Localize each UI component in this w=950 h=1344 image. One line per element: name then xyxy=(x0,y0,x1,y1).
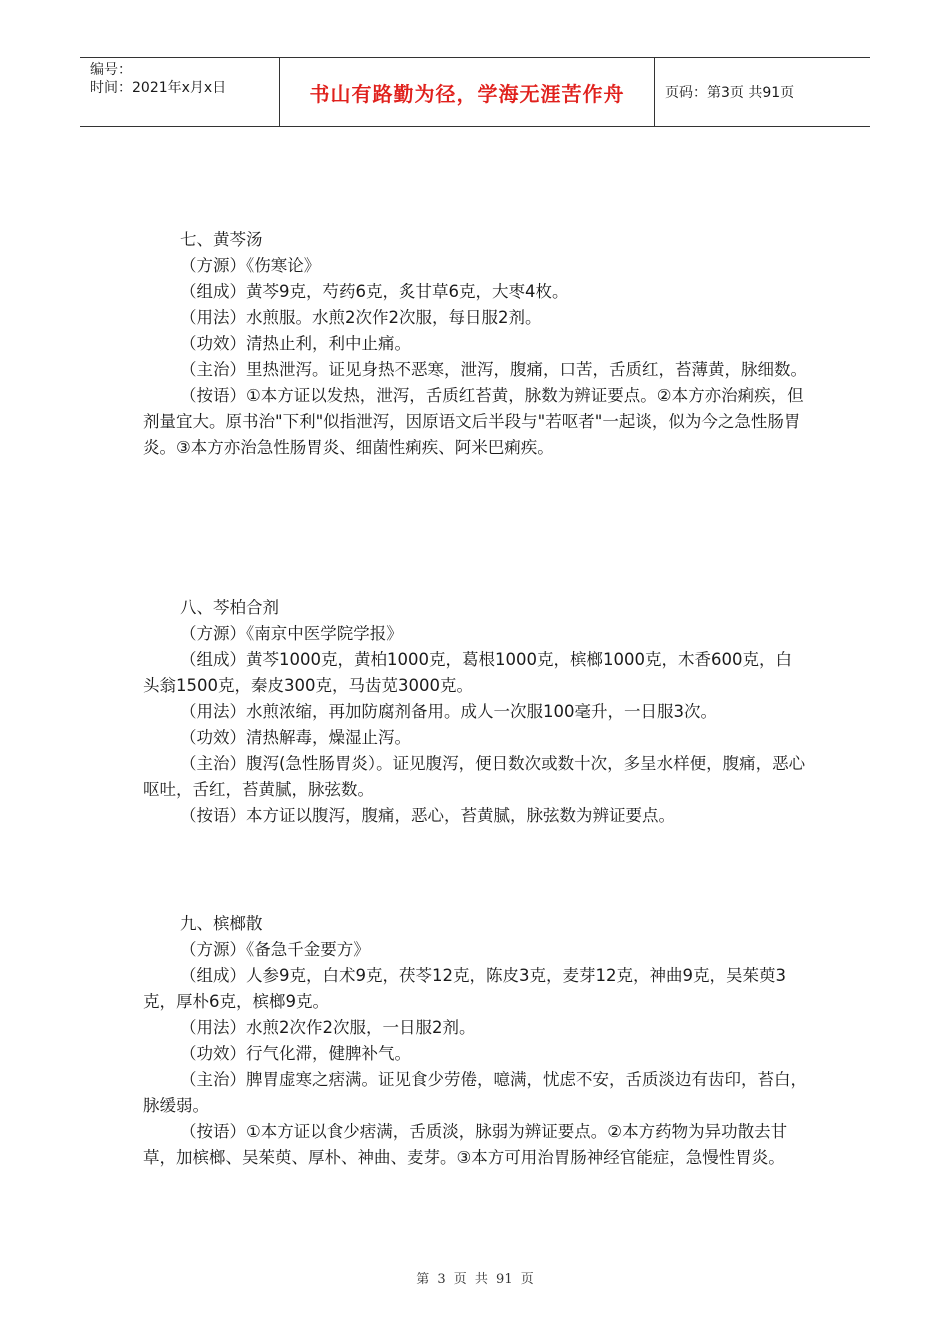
section-line: （方源）《南京中医学院学报》 xyxy=(180,624,403,643)
section-title: 九、槟榔散 xyxy=(180,914,263,933)
section-line: （组成）黄芩1000克，黄柏1000克，葛根1000克，槟榔1000克，木香600克，白头翁1500克，秦皮300克，马齿苋3000克。 xyxy=(143,650,792,695)
header-motto: 书山有路勤为径，学海无涯苦作舟 xyxy=(280,58,655,126)
section-title: 八、芩柏合剂 xyxy=(180,598,279,617)
section-line: （功效）清热解毒，燥湿止泻。 xyxy=(180,728,411,747)
section-binglang-san xyxy=(143,911,808,1171)
section-line: （按语）①本方证以发热，泄泻，舌质红苔黄，脉数为辨证要点。②本方亦治痢疾，但剂量宜大。原书治"下利"似指泄泻，因原语文后半段与"若呕者"一起谈，似为今之急性肠胃炎。③本方亦治急性肠胃炎、细菌性痢疾、阿米巴痢疾。 xyxy=(143,386,804,457)
section-line: （用法）水煎服。水煎2次作2次服，每日服2剂。 xyxy=(180,308,542,327)
number-label: 编号： xyxy=(90,62,132,78)
section-line: （按语）本方证以腹泻，腹痛，恶心，苔黄腻，脉弦数为辨证要点。 xyxy=(180,806,675,825)
section-line: （用法）水煎浓缩，再加防腐剂备用。成人一次服100毫升，一日服3次。 xyxy=(180,702,717,721)
section-qinbai-heji xyxy=(143,595,808,829)
page-footer: 第 3 页 共 91 页 xyxy=(416,1272,534,1287)
section-line: （主治）腹泻(急性肠胃炎）。证见腹泻，便日数次或数十次，多呈水样便，腹痛，恶心呕吐，舌红，苔黄腻，脉弦数。 xyxy=(143,754,806,799)
section-line: （功效）行气化滞，健脾补气。 xyxy=(180,1044,411,1063)
section-title: 七、黄芩汤 xyxy=(180,230,263,249)
page-header xyxy=(80,57,870,127)
section-line: （组成）人参9克，白术9克，茯苓12克，陈皮3克，麦芽12克，神曲9克，吴茱萸3克，厚朴6克，槟榔9克。 xyxy=(143,966,786,1011)
section-line: （组成）黄芩9克，芍药6克，炙甘草6克，大枣4枚。 xyxy=(180,282,569,301)
header-page-info: 页码：第3页 共91页 xyxy=(665,85,795,101)
time-label: 时间：2021年x月x日 xyxy=(90,80,227,96)
section-line: （主治）脾胃虚寒之痞满。证见食少劳倦，噫满，忧虑不安，舌质淡边有齿印，苔白，脉缓弱。 xyxy=(143,1070,807,1115)
section-line: （按语）①本方证以食少痞满，舌质淡，脉弱为辨证要点。②本方药物为异功散去甘草，加槟榔、吴茱萸、厚朴、神曲、麦芽。③本方可用治胃肠神经官能症，急慢性胃炎。 xyxy=(143,1122,788,1167)
section-line: （用法）水煎2次作2次服，一日服2剂。 xyxy=(180,1018,476,1037)
section-line: （方源）《伤寒论》 xyxy=(180,256,321,275)
section-line: （方源）《备急千金要方》 xyxy=(180,940,370,959)
section-line: （功效）清热止利，利中止痛。 xyxy=(180,334,411,353)
section-line: （主治）里热泄泻。证见身热不恶寒，泄泻，腹痛，口苦，舌质红，苔薄黄，脉细数。 xyxy=(180,360,807,379)
section-huangqin-tang xyxy=(143,227,808,461)
header-meta xyxy=(80,58,280,126)
